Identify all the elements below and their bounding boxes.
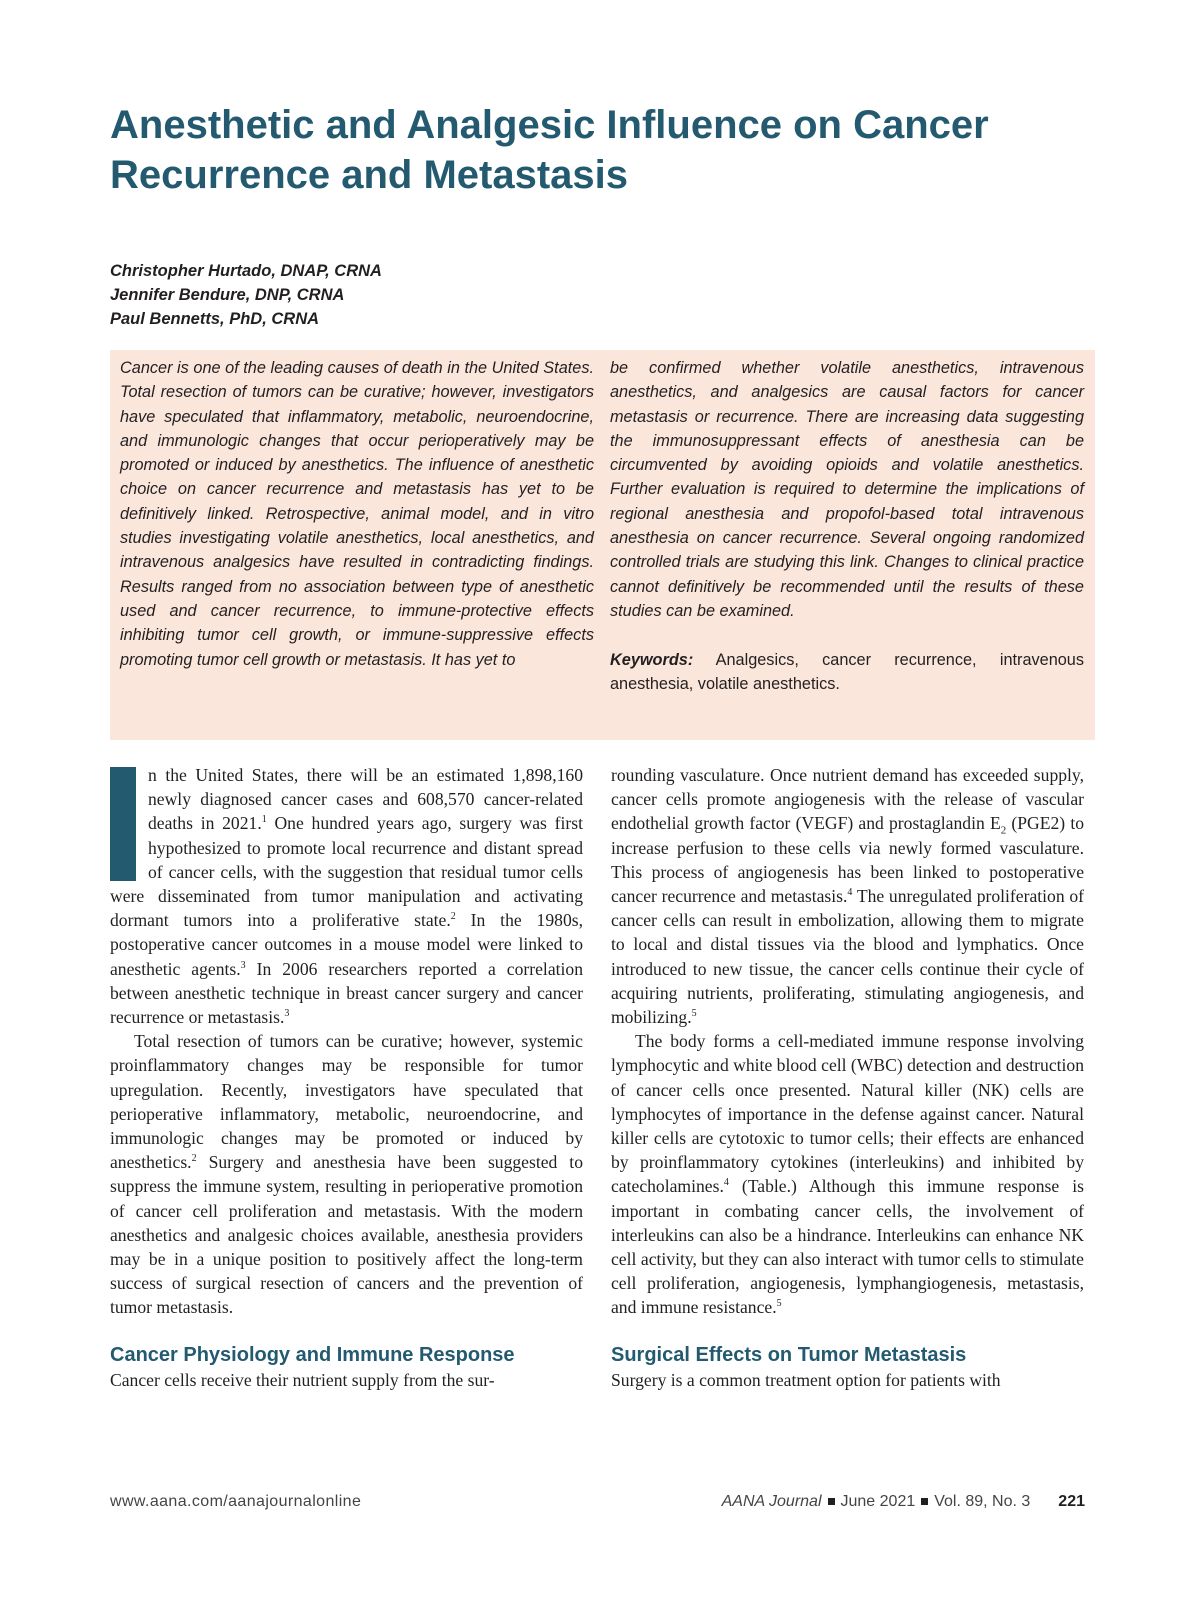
article-title	[110, 100, 1090, 200]
journal-info	[722, 1493, 1085, 1511]
citation-ref: 5	[691, 1008, 697, 1020]
page-number: 221	[1058, 1493, 1085, 1510]
citation-ref: 2	[450, 911, 456, 923]
keywords-label: Keywords:	[610, 650, 694, 669]
paragraph-resection: Total resection of tumors can be curative; however, systemic proinflammatory changes may be responsible for tumor upregulation. Recently, investigators have speculated that perioperative inflammatory, metabolic, neuroendocrine, and immunologic changes may be promoted or induced by anesthetics.$^2$ Surgery and anesthesia have been suggested to suppress the immune system, resulting in perioperative promotion of cancer cell proliferation and metastasis. With the modern anesthetics and analgesic choices available, anesthesia providers may be in a unique position to positively affect the long-term success of surgical resection of cancers and the prevention of tumor metastasis.	[110, 1031, 583, 1318]
title-line-1: Anesthetic and Analgesic Influence on Cancer	[110, 103, 989, 147]
paragraph-immune-response: The body forms a cell-mediated immune response involving lymphocytic and white blood cell (WBC) detection and destruction of cancer cells once presented. Natural killer (NK) cells are lymphocytes of importance in the defense against cancer. Natural killer cells are cytotoxic to tumor cells; their effects are enhanced by proinflammatory cytokines (interleukins) and inhibited by catecholamines.$^4$ (Table.) Although this immune response is important in combating cancer cells, the involvement of interleukins can also be a hindrance. Interleukins can enhance NK cell activity, but they can also interact with tumor cells to stimulate cell proliferation, angiogenesis, lymphangiogenesis, metastasis, and immune resistance.$^5$	[611, 1031, 1084, 1318]
author-list	[110, 259, 382, 331]
journal-name: AANA Journal	[721, 1493, 822, 1510]
paragraph-surgery-start: Surgery is a common treatment option for patients with	[611, 1369, 1001, 1390]
subscript: 2	[1000, 824, 1007, 837]
bullet-separator	[828, 1498, 835, 1505]
title-line-2: Recurrence and Metastasis	[110, 153, 629, 197]
body-column-left	[110, 763, 583, 1392]
author-2: Jennifer Bendure, DNP, CRNA	[110, 286, 345, 304]
abstract-text-part-2: be confirmed whether volatile anesthetics, intravenous anesthetics, and analgesics are causal factors for cancer metastasis or recurrence. There are increasing data suggesting the immunosuppressant effects of anesthesia can be circumvented by avoiding opioids and volatile anesthetics. Further evaluation is required to determine the implications of regional anesthesia and propofol-based total intravenous anesthesia on cancer recurrence. Several ongoing randomized controlled trials are studying this link. Changes to clinical practice cannot definitively be recommended until the results of these studies can be examined.	[610, 359, 1084, 620]
journal-url[interactable]: www.aana.com/aanajournalonline	[110, 1493, 362, 1510]
section-heading-cancer-physiology: Cancer Physiology and Immune Response	[110, 1343, 515, 1366]
body-column-right	[611, 763, 1084, 1392]
abstract-box	[110, 350, 1095, 740]
citation-ref: 5	[776, 1298, 782, 1310]
section-heading-surgical-effects: Surgical Effects on Tumor Metastasis	[611, 1343, 967, 1366]
abstract-column-right	[610, 356, 1084, 696]
citation-ref: 4	[723, 1177, 729, 1189]
keywords	[610, 648, 1084, 697]
bullet-separator	[921, 1498, 928, 1505]
citation-ref: 1	[261, 814, 267, 826]
abstract-text-part-1: Cancer is one of the leading causes of death in the United States. Total resection of tumors can be curative; however, investigators have speculated that inflammatory, metabolic, neuroendocrine, and immunologic changes that occur perioperatively may be promoted or induced by anesthetics. The influence of anesthetic choice on cancer recurrence and metastasis has yet to be definitively linked. Retrospective, animal model, and in vitro studies investigating volatile anesthetics, local anesthetics, and intravenous analgesics have resulted in contradicting findings. Results ranged from no association between type of anesthetic used and cancer recurrence, to immune-protective effects inhibiting tumor cell growth, or immune-suppressive effects promoting tumor cell growth or metastasis. It has yet to	[120, 359, 594, 669]
paragraph-physiology-cont: rounding vasculature. Once nutrient demand has exceeded supply, cancer cells promote angiogenesis with the release of vascular endothelial growth factor (VEGF) and prostaglandin $E_2$ (PGE2) to increase perfusion to these cells via newly formed vasculature. This process of angiogenesis has been linked to postoperative cancer recurrence and metastasis.$^4$ The unregulated proliferation of cancer cells can result in embolization, allowing them to migrate to local and distal tissues via the blood and lymphatics. Once introduced to new tissue, the cancer cells continue their cycle of acquiring nutrients, proliferating, stimulating angiogenesis, and mobilizing.$^5$	[611, 765, 1085, 1028]
author-1: Christopher Hurtado, DNAP, CRNA	[110, 262, 382, 280]
citation-ref: 3	[284, 1008, 290, 1020]
page-footer	[110, 1493, 1085, 1515]
citation-ref: 2	[191, 1153, 197, 1165]
paragraph-physiology-start: Cancer cells receive their nutrient supply from the sur-	[110, 1369, 495, 1390]
volume-issue: Vol. 89, No. 3	[934, 1493, 1031, 1510]
issue-date: June 2021	[840, 1493, 916, 1510]
drop-cap	[110, 767, 136, 881]
paragraph-intro: n the United States, there will be an estimated 1,898,160 newly diagnosed cancer cases and 608,570 cancer-related deaths in 2021.$^1$ One hundred years ago, surgery was first hypothesized to promote local recurrence and distant spread of cancer cells, with the suggestion that residual tumor cells were disseminated from tumor manipulation and activating dormant tumors into a proliferative state.$^2$ In the 1980s, postoperative cancer outcomes in a mouse model were linked to anesthetic agents.$^3$ In 2006 researchers reported a correlation between anesthetic technique in breast cancer surgery and cancer recurrence or metastasis.$^3$	[110, 765, 583, 1028]
keywords-text: Analgesics, cancer recurrence, intravenous anesthesia, volatile anesthetics.	[610, 650, 1085, 693]
citation-ref: 4	[847, 887, 853, 899]
author-3: Paul Bennetts, PhD, CRNA	[110, 310, 320, 328]
citation-ref: 3	[240, 959, 246, 971]
abstract-column-left	[120, 356, 594, 672]
